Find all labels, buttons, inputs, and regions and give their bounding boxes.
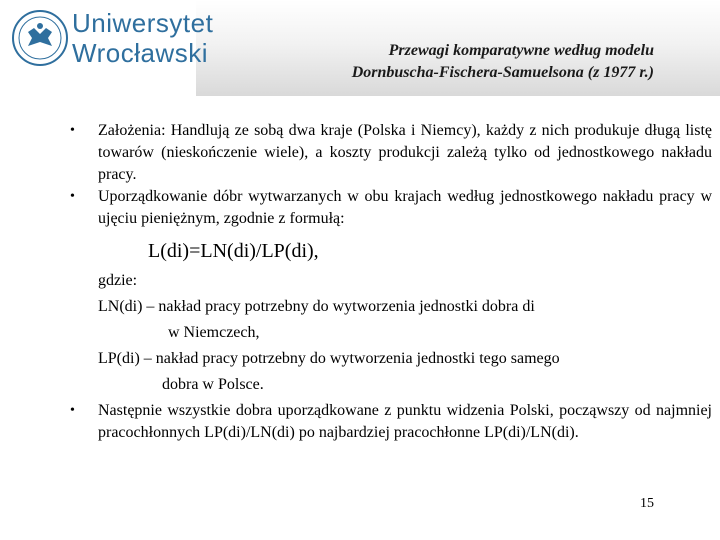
logo-wordmark <box>72 8 213 68</box>
bullet-ordering-text: Uporządkowanie dóbr wytwarzanych w obu krajach według jednostkowego nakładu pracy w ujęciu pieniężnym, zgodnie z formułą: <box>98 188 712 227</box>
title-line2: Dornbuscha-Fischera-Samuelsona (z 1977 r.) <box>351 64 654 81</box>
bullet-marker: • <box>70 403 75 418</box>
title-line1: Przewagi komparatywne według modelu <box>388 42 654 59</box>
bullet-assumptions-text: Założenia: Handlują ze sobą dwa kraje (Polska i Niemcy), każdy z nich produkuje długą listę towarów (nieskończenie wiele), a koszty produkcji zależą tylko od jednostkowego nakładu pracy. <box>98 122 712 183</box>
lp-definition-cont: dobra w Polsce. <box>162 376 264 393</box>
bullet-next-text: Następnie wszystkie dobra uporządkowane z punktu widzenia Polski, począwszy od najmniej pracochłonnych LP(di)/LN(di) po najbardziej pracochłonne LP(di)/LN(di). <box>98 402 712 441</box>
lp-definition: LP(di) – nakład pracy potrzebny do wytworzenia jednostki tego samego <box>98 350 560 367</box>
bullet-marker: • <box>70 123 75 138</box>
ln-definition: LN(di) – nakład pracy potrzebny do wytworzenia jednostki dobra di <box>98 298 535 315</box>
page-number: 15 <box>640 496 654 511</box>
formula: L(di)=LN(di)/LP(di), <box>148 240 319 262</box>
slide-content <box>56 120 712 444</box>
gdzie-label: gdzie: <box>98 272 138 289</box>
ln-definition-cont: w Niemczech, <box>168 324 260 341</box>
bullet-ordering <box>56 186 712 230</box>
bullet-assumptions <box>56 120 712 186</box>
logo-line1: Uniwersytet <box>72 8 214 38</box>
logo-line2: Wrocławski <box>72 38 208 68</box>
bullet-marker: • <box>70 189 75 204</box>
slide-title <box>352 40 654 84</box>
bullet-next <box>56 400 712 444</box>
